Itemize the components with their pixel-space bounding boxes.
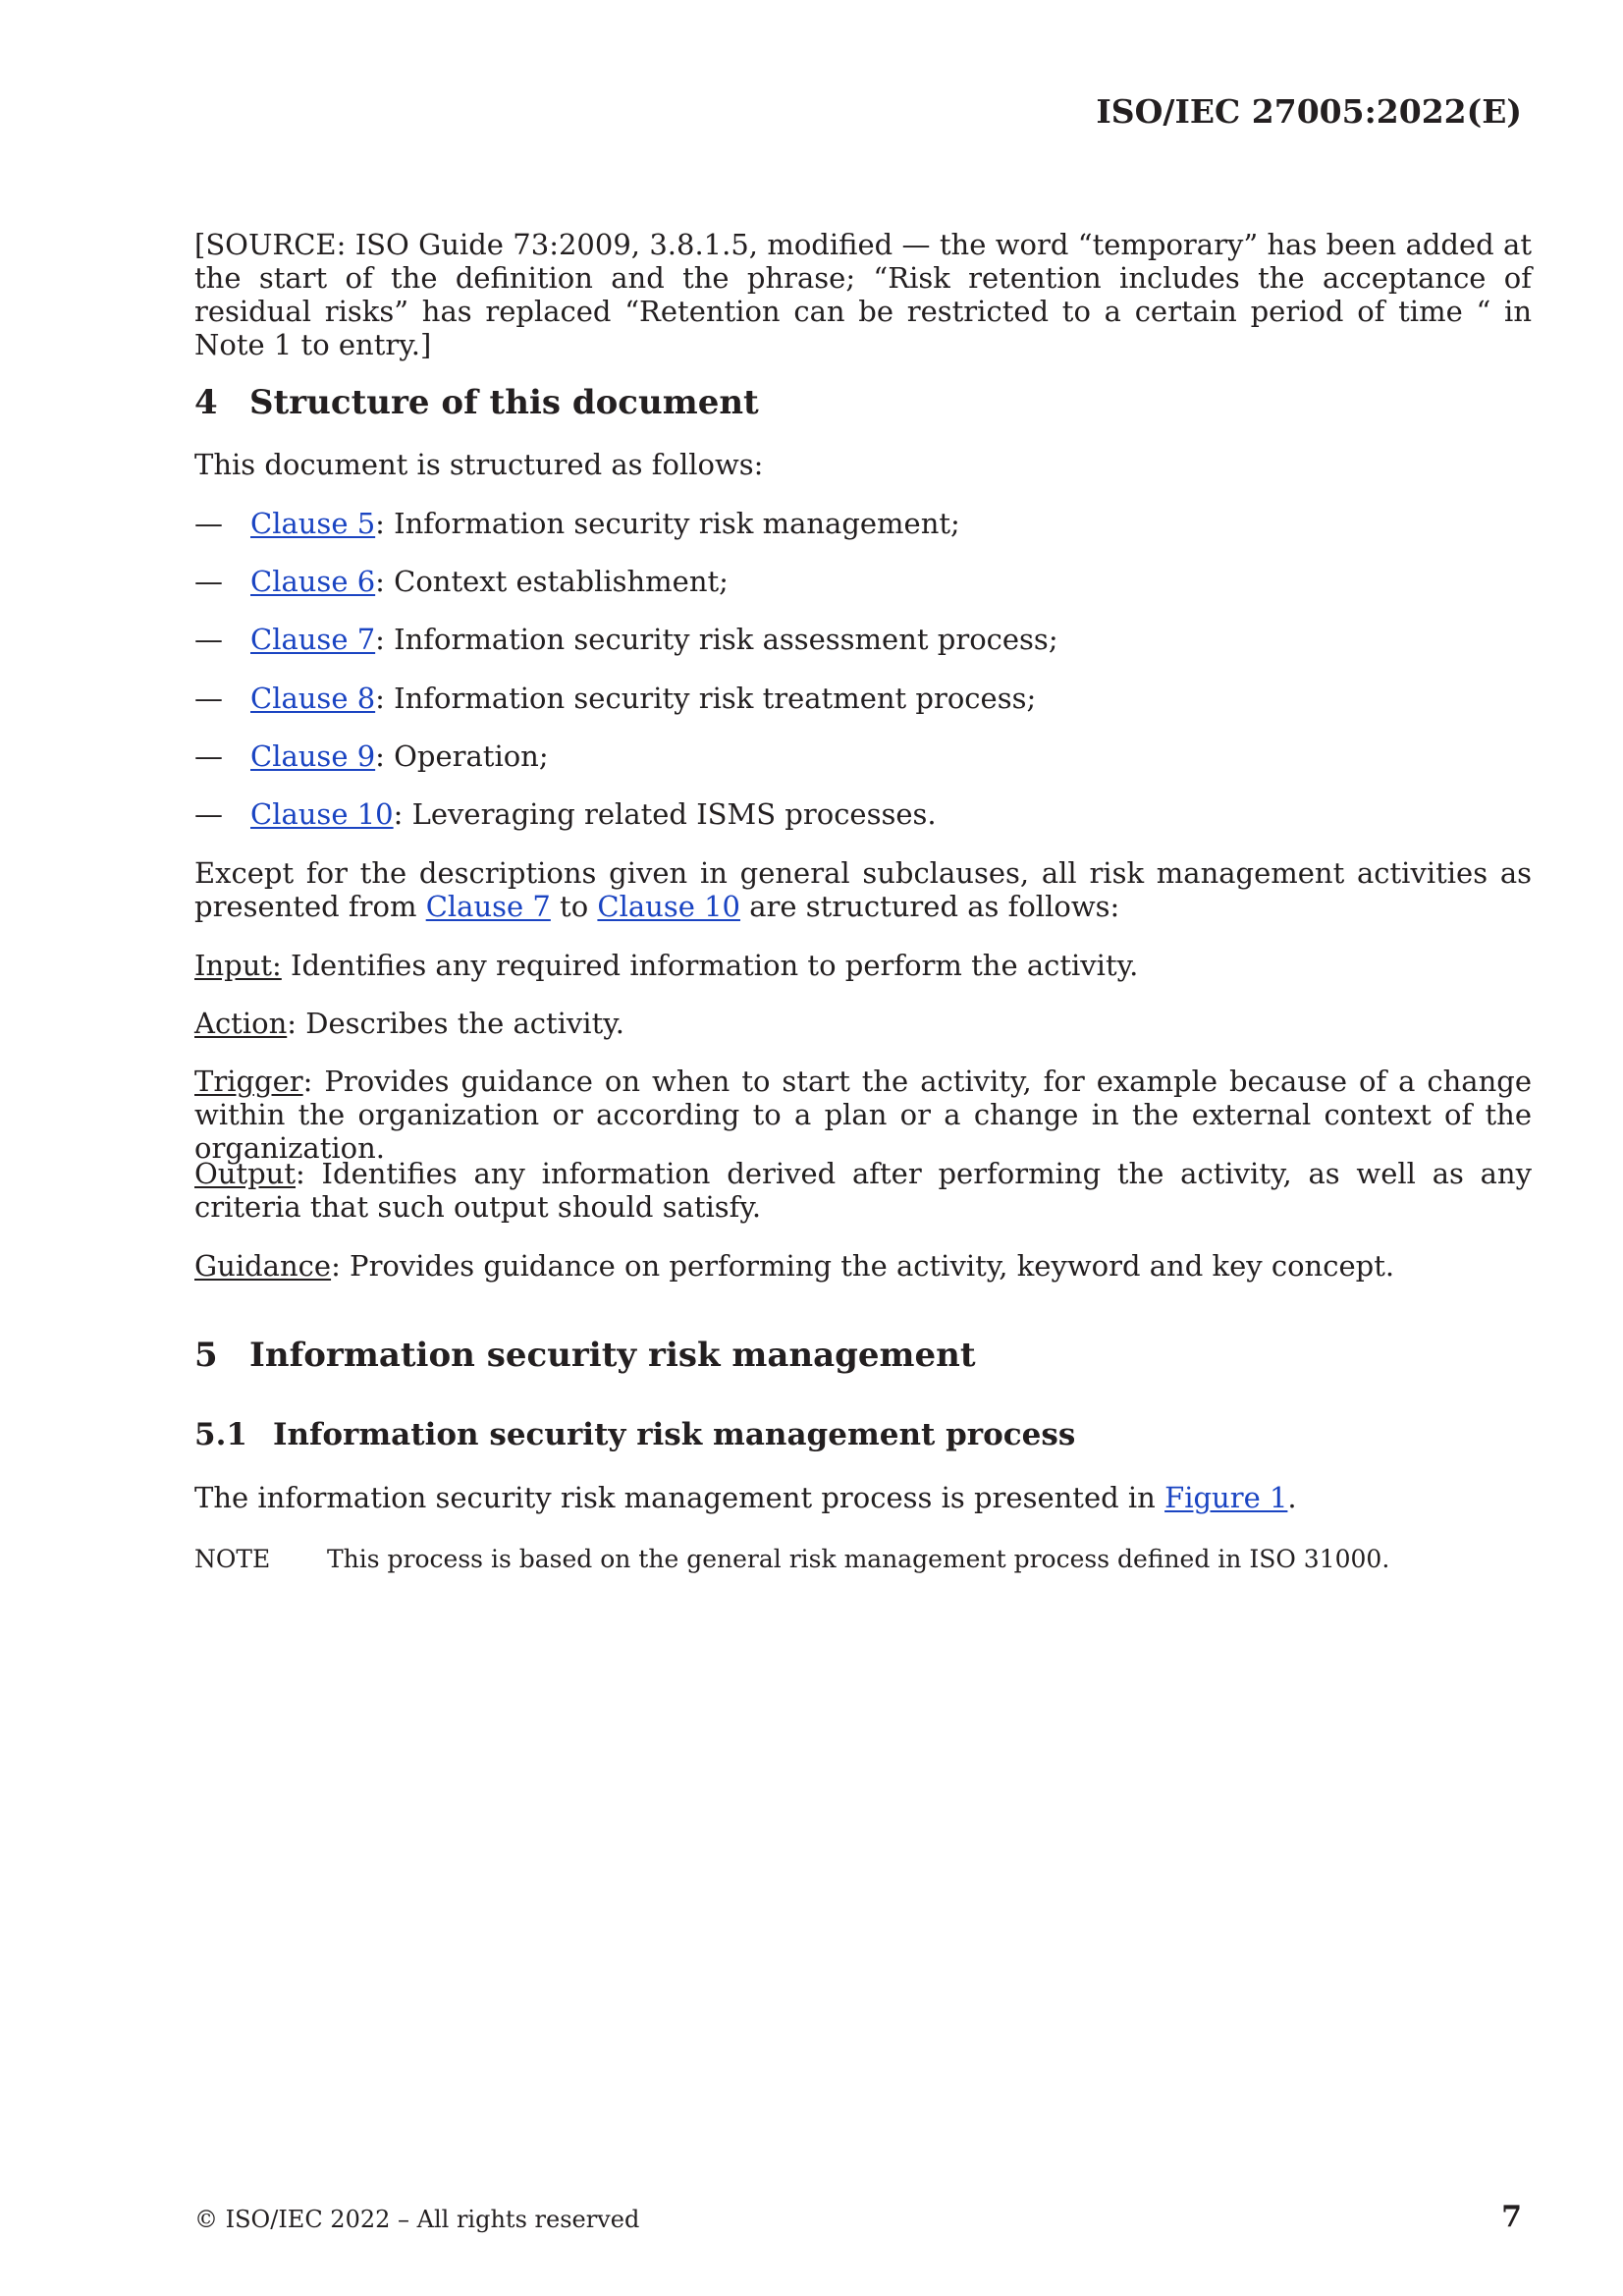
definition-guidance	[194, 1249, 1532, 1283]
clause-6-link[interactable]: Clause 6	[250, 565, 376, 598]
definition-trigger	[194, 1065, 1532, 1165]
definition-text: : Identifies any information derived after performing the activity, as well as any criteria that such output should satisfy.	[194, 1157, 1532, 1224]
list-dash: —	[194, 739, 223, 773]
definition-text: : Provides guidance on performing the activity, keyword and key concept.	[331, 1249, 1395, 1283]
definition-input	[194, 949, 1532, 982]
section-number: 5	[194, 1336, 218, 1375]
list-item	[194, 739, 1532, 773]
clause-7-link[interactable]: Clause 7	[250, 623, 376, 656]
definition-term: Action	[194, 1007, 288, 1040]
clause-10-link[interactable]: Clause 10	[250, 797, 394, 831]
paragraph-text: are structured as follows:	[740, 890, 1120, 923]
definition-term: Output	[194, 1157, 297, 1190]
list-item-text: : Leveraging related ISMS processes.	[393, 797, 937, 831]
section-4-heading	[194, 383, 1532, 422]
section-title: Structure of this document	[249, 383, 759, 422]
paragraph-text: to	[550, 890, 598, 923]
copyright-footer: © ISO/IEC 2022 – All rights reserved	[194, 2206, 640, 2233]
list-item	[194, 682, 1532, 715]
list-item	[194, 623, 1532, 656]
list-dash: —	[194, 623, 223, 656]
note-text: This process is based on the general risk management process defined in ISO 31000.	[327, 1545, 1390, 1573]
clause-9-link[interactable]: Clause 9	[250, 739, 376, 773]
paragraph-text: .	[1287, 1481, 1297, 1514]
page-number: 7	[1501, 2200, 1522, 2234]
source-note: [SOURCE: ISO Guide 73:2009, 3.8.1.5, modified — the word “temporary” has been added at the start of the definition and the phrase; “Risk retention includes the acceptance of residual risks” has replaced “Retention can be restricted to a certain period of time “ in Note 1 to entry.]	[194, 228, 1532, 361]
note-label: NOTE	[194, 1545, 271, 1573]
clause-5-link[interactable]: Clause 5	[250, 507, 376, 540]
list-dash: —	[194, 565, 223, 598]
definition-text: : Describes the activity.	[287, 1007, 624, 1040]
figure-1-link[interactable]: Figure 1	[1164, 1481, 1288, 1514]
list-item-text: : Information security risk treatment process;	[375, 682, 1037, 715]
definition-term: Input:	[194, 949, 282, 982]
subsection-number: 5.1	[194, 1417, 247, 1452]
list-item-text: : Information security risk management;	[375, 507, 960, 540]
paragraph-text: Except for the descriptions given in general subclauses, all risk management activities as presented from	[194, 856, 1532, 923]
list-item	[194, 507, 1532, 540]
activity-structure-paragraph	[194, 856, 1532, 923]
list-dash: —	[194, 797, 223, 831]
definition-output	[194, 1157, 1532, 1224]
definition-action	[194, 1007, 1532, 1040]
list-item	[194, 797, 1532, 831]
note	[194, 1545, 1532, 1574]
list-dash: —	[194, 682, 223, 715]
definition-text: : Provides guidance on when to start the activity, for example because of a change within the organization or according to a plan or a change in the external context of the organization.	[194, 1065, 1532, 1165]
section-number: 4	[194, 383, 218, 422]
definition-term: Guidance	[194, 1249, 332, 1283]
list-item-text: : Operation;	[375, 739, 549, 773]
list-item	[194, 565, 1532, 598]
clause-8-link[interactable]: Clause 8	[250, 682, 376, 715]
definition-text: Identifies any required information to perform the activity.	[281, 949, 1139, 982]
list-item-text: : Context establishment;	[375, 565, 729, 598]
section-5-heading	[194, 1336, 1532, 1375]
section-title: Information security risk management	[249, 1336, 976, 1375]
subsection-title: Information security risk management process	[273, 1417, 1076, 1452]
document-id-header: ISO/IEC 27005:2022(E)	[1096, 92, 1522, 131]
process-paragraph	[194, 1481, 1532, 1514]
section-4-intro: This document is structured as follows:	[194, 448, 764, 481]
paragraph-text: The information security risk management process is presented in	[194, 1481, 1165, 1514]
clause-7-link[interactable]: Clause 7	[425, 890, 551, 923]
list-dash: —	[194, 507, 223, 540]
list-item-text: : Information security risk assessment process;	[375, 623, 1058, 656]
definition-term: Trigger	[194, 1065, 303, 1098]
clause-10-link[interactable]: Clause 10	[597, 890, 741, 923]
subsection-5-1-heading	[194, 1417, 1532, 1452]
